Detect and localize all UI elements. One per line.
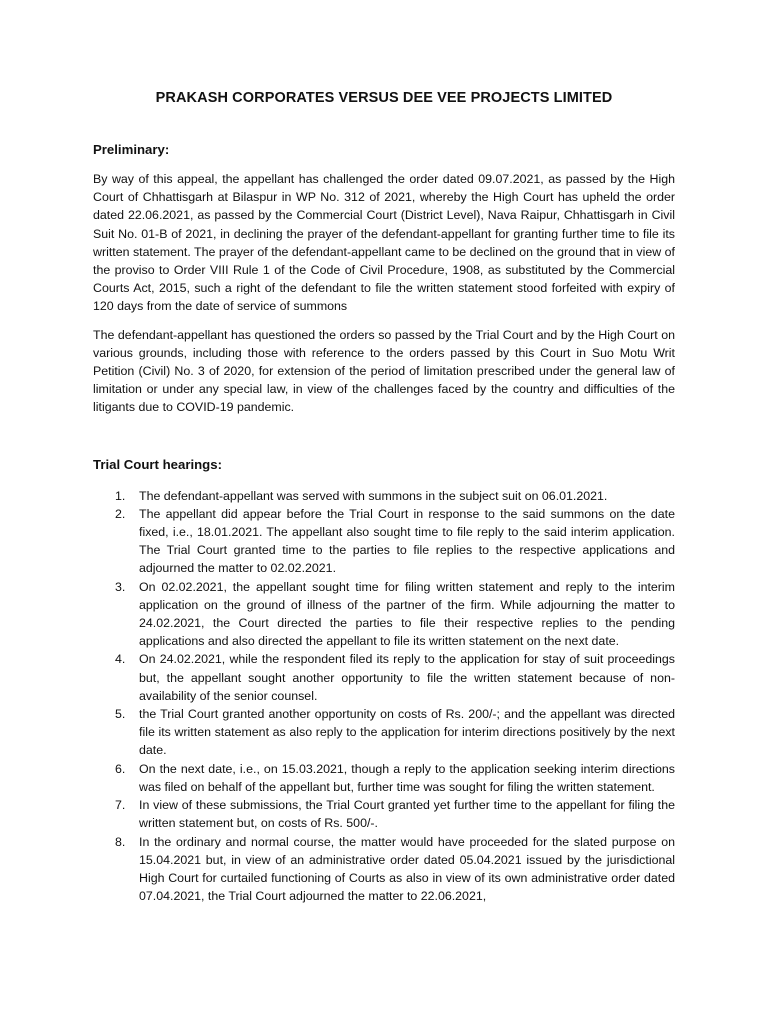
list-item bbox=[93, 705, 675, 760]
list-item-number: 1. bbox=[115, 488, 126, 503]
hearings-list bbox=[93, 487, 675, 906]
list-item bbox=[93, 578, 675, 651]
list-item-text: The defendant-appellant was served with summons in the subject suit on 06.01.2021. bbox=[139, 488, 608, 503]
list-item bbox=[93, 505, 675, 578]
list-item bbox=[93, 760, 675, 796]
list-item-text: On the next date, i.e., on 15.03.2021, though a reply to the application seeking interim directions was filed on behalf of the appellant but, further time was sought for filing the written statement. bbox=[139, 761, 675, 794]
list-item-text: the Trial Court granted another opportunity on costs of Rs. 200/-; and the appellant was directed file its written statement as also reply to the application for interim directions positively by the next date. bbox=[139, 707, 675, 758]
list-item-text: The appellant did appear before the Trial Court in response to the said summons on the date fixed, i.e., 18.01.2021. The appellant also sought time to file reply to the said interim application. The Trial Court granted time to the parties to file replies to the respective applications and adjourned the matter to 02.02.2021. bbox=[139, 506, 675, 576]
list-item-text: On 24.02.2021, while the respondent filed its reply to the application for stay of suit proceedings but, the appellant sought another opportunity to file the written statement because of non-availability of the senior counsel. bbox=[139, 652, 675, 703]
list-item-number: 7. bbox=[115, 798, 126, 813]
list-item bbox=[93, 796, 675, 832]
section-spacer bbox=[93, 427, 675, 457]
list-item-text: In view of these submissions, the Trial Court granted yet further time to the appellant for filing the written statement but, on costs of Rs. 500/-. bbox=[139, 798, 675, 831]
list-item-number: 3. bbox=[115, 579, 126, 594]
preliminary-paragraph-1: By way of this appeal, the appellant has challenged the order dated 09.07.2021, as passed by the High Court of Chhattisgarh at Bilaspur in WP No. 312 of 2021, whereby the High Court has upheld the order dated 22.06.2021, as passed by the Commercial Court (District Level), Nava Raipur, Chhattisgarh in Civil Suit No. 01-B of 2021, in declining the prayer of the defendant-appellant for granting further time to file its written statement. The prayer of the defendant-appellant came to be declined on the ground that in view of the proviso to Order VIII Rule 1 of the Code of Civil Procedure, 1908, as substituted by the Commercial Courts Act, 2015, such a right of the defendant to file the written statement stood forfeited with expiry of 120 days from the date of service of summons bbox=[93, 172, 675, 314]
list-item-text: On 02.02.2021, the appellant sought time for filing written statement and reply to the interim application on the ground of illness of the partner of the firm. While adjourning the matter to 24.02.2021, the Court directed the parties to file their respective replies to the pending applications and also directed the appellant to file its written statement on the next date. bbox=[139, 579, 675, 649]
list-item bbox=[93, 833, 675, 906]
list-item bbox=[93, 487, 675, 505]
list-item-number: 6. bbox=[115, 761, 126, 776]
list-item bbox=[93, 650, 675, 705]
list-item-number: 4. bbox=[115, 652, 126, 667]
document-title: PRAKASH CORPORATES VERSUS DEE VEE PROJECTS LIMITED bbox=[155, 90, 613, 106]
list-item-text: In the ordinary and normal course, the matter would have proceeded for the slated purpose on 15.04.2021 but, in view of an administrative order dated 05.04.2021 issued by the jurisdictional High Court for curtailed functioning of Courts as also in view of its own administrative order dated 07.04.2021, the Trial Court adjourned the matter to 22.06.2021, bbox=[139, 834, 675, 904]
list-item-number: 2. bbox=[115, 506, 126, 521]
trial-court-heading: Trial Court hearings: bbox=[93, 456, 222, 472]
list-item-number: 8. bbox=[115, 834, 126, 849]
preliminary-heading: Preliminary: bbox=[93, 142, 170, 157]
list-item-number: 5. bbox=[115, 707, 126, 722]
preliminary-paragraph-2: The defendant-appellant has questioned the orders so passed by the Trial Court and by the High Court on various grounds, including those with reference to the orders passed by this Court in Suo Motu Writ Petition (Civil) No. 3 of 2020, for extension of the period of limitation prescribed under the general law of limitation or under any special law, in view of the challenges faced by the country and difficulties of the litigants due to COVID-19 pandemic. bbox=[93, 327, 675, 415]
